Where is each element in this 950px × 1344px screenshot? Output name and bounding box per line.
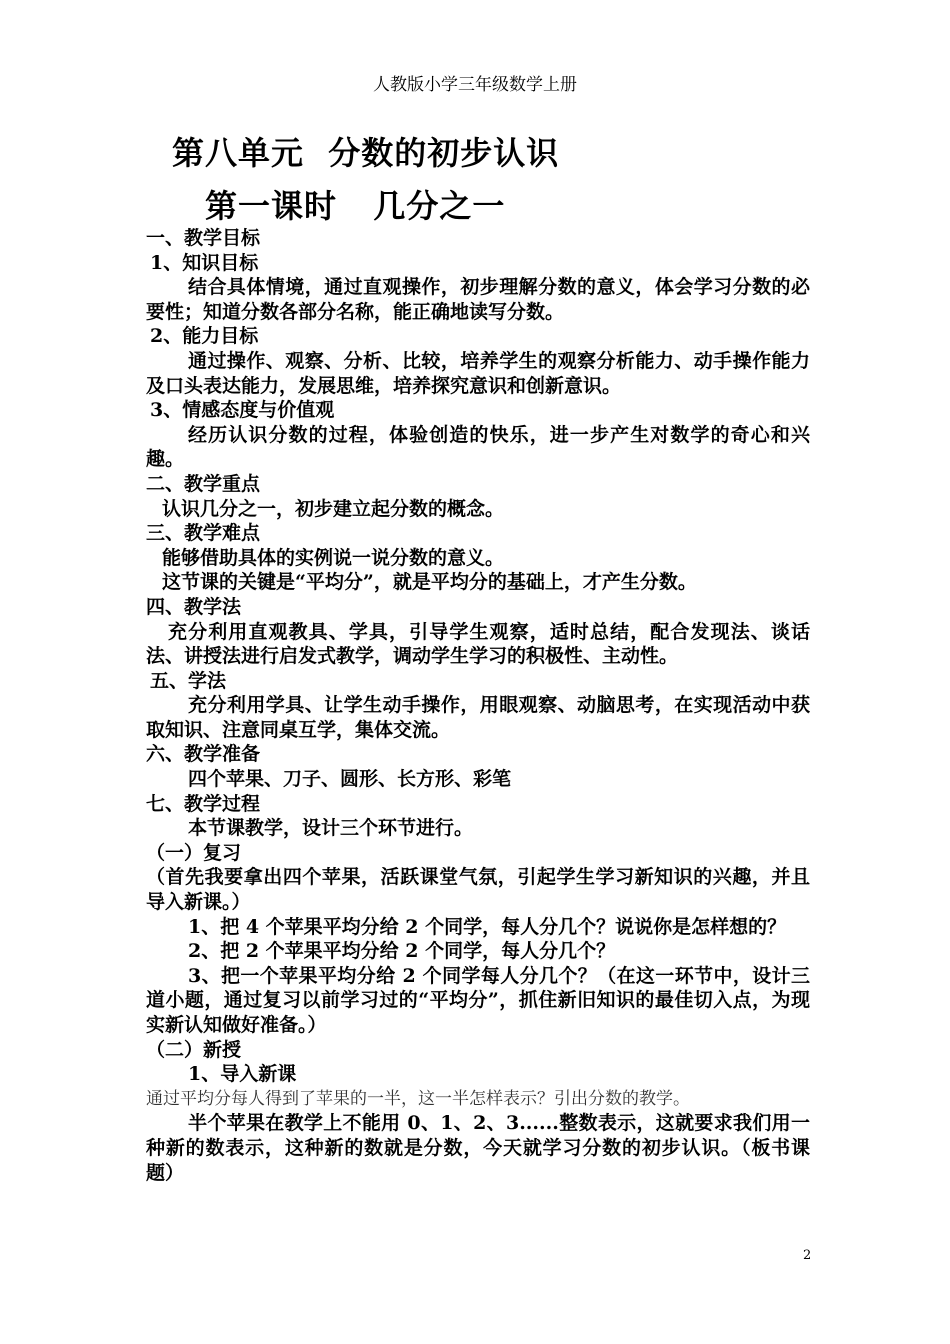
section-heading: 一、教学目标 — [146, 227, 261, 249]
section-heading: 五、学法 — [150, 669, 227, 692]
paragraph: 本节课教学，设计三个环节进行。 — [188, 817, 474, 840]
section-heading: 七、教学过程 — [146, 792, 261, 815]
paragraph: 经历认识分数的过程，体验创造的快乐，进一步产生对数学的奇心和兴趣。 — [146, 423, 810, 471]
paragraph: 3、把一个苹果平均分给 2 个同学每人分几个？（在这一环节中，设计三道小题，通过复习以前学习过的“平均分”，抓住新旧知识的最佳切入点，为现实新认知做好准备。） — [146, 964, 810, 1036]
unit-title: 第八单元 分数的初步认识 — [172, 134, 560, 172]
section-heading: 二、教学重点 — [146, 472, 261, 495]
subsection-heading: 1、导入新课 — [188, 1063, 297, 1086]
section-heading: 三、教学难点 — [146, 522, 261, 545]
paragraph: 能够借助具体的实例说一说分数的意义。 — [162, 546, 505, 569]
paragraph: 充分利用学具、让学生动手操作，用眼观察、动脑思考，在实现活动中获取知识、注意同桌互学，集体交流。 — [146, 694, 810, 741]
paragraph: （首先我要拿出四个苹果，活跃课堂气氛，引起学生学习新知识的兴趣，并且导入新课。） — [146, 866, 810, 914]
subsection-heading: （一）复习 — [146, 841, 242, 864]
paragraph: 1、把 4 个苹果平均分给 2 个同学，每人分几个？说说你是怎样想的？ — [188, 915, 787, 938]
paragraph: 充分利用直观教具、学具，引导学生观察，适时总结，配合发现法、谈话法、讲授法进行启发式教学，调动学生学习的积极性、主动性。 — [146, 620, 810, 668]
paragraph: 这节课的关键是“平均分”，就是平均分的基础上，才产生分数。 — [162, 571, 697, 594]
section-heading: 六、教学准备 — [146, 743, 261, 766]
page-number: 2 — [803, 1248, 812, 1263]
page-header: 人教版小学三年级数学上册 — [373, 75, 577, 95]
paragraph: 四个苹果、刀子、圆形、长方形、彩笔 — [188, 768, 512, 791]
document-body — [146, 226, 810, 1185]
subsection-heading: 1、知识目标 — [150, 251, 259, 274]
paragraph: 认识几分之一，初步建立起分数的概念。 — [162, 497, 505, 520]
section-heading: 四、教学法 — [146, 595, 242, 618]
lesson-title: 第一课时 几分之一 — [205, 187, 506, 225]
paragraph: 通过操作、观察、分析、比较，培养学生的观察分析能力、动手操作能力及口头表达能力，发展思维，培养探究意识和创新意识。 — [146, 349, 810, 397]
paragraph: 结合具体情境，通过直观操作，初步理解分数的意义，体会学习分数的必要性；知道分数各部分名称，能正确地读写分数。 — [146, 276, 810, 323]
subsection-heading: 2、能力目标 — [150, 325, 259, 348]
paragraph: 2、把 2 个苹果平均分给 2 个同学，每人分几个？ — [188, 940, 616, 963]
paragraph: 通过平均分每人得到了苹果的一半，这一半怎样表示？引出分数的教学。 — [146, 1088, 690, 1109]
subsection-heading: （二）新授 — [146, 1038, 242, 1061]
subsection-heading: 3、情感态度与价值观 — [150, 399, 335, 422]
paragraph: 半个苹果在教学上不能用 0、1、2、3......整数表示，这就要求我们用一种新的数表示，这种新的数就是分数，今天就学习分数的初步认识。（板书课题） — [146, 1112, 810, 1184]
